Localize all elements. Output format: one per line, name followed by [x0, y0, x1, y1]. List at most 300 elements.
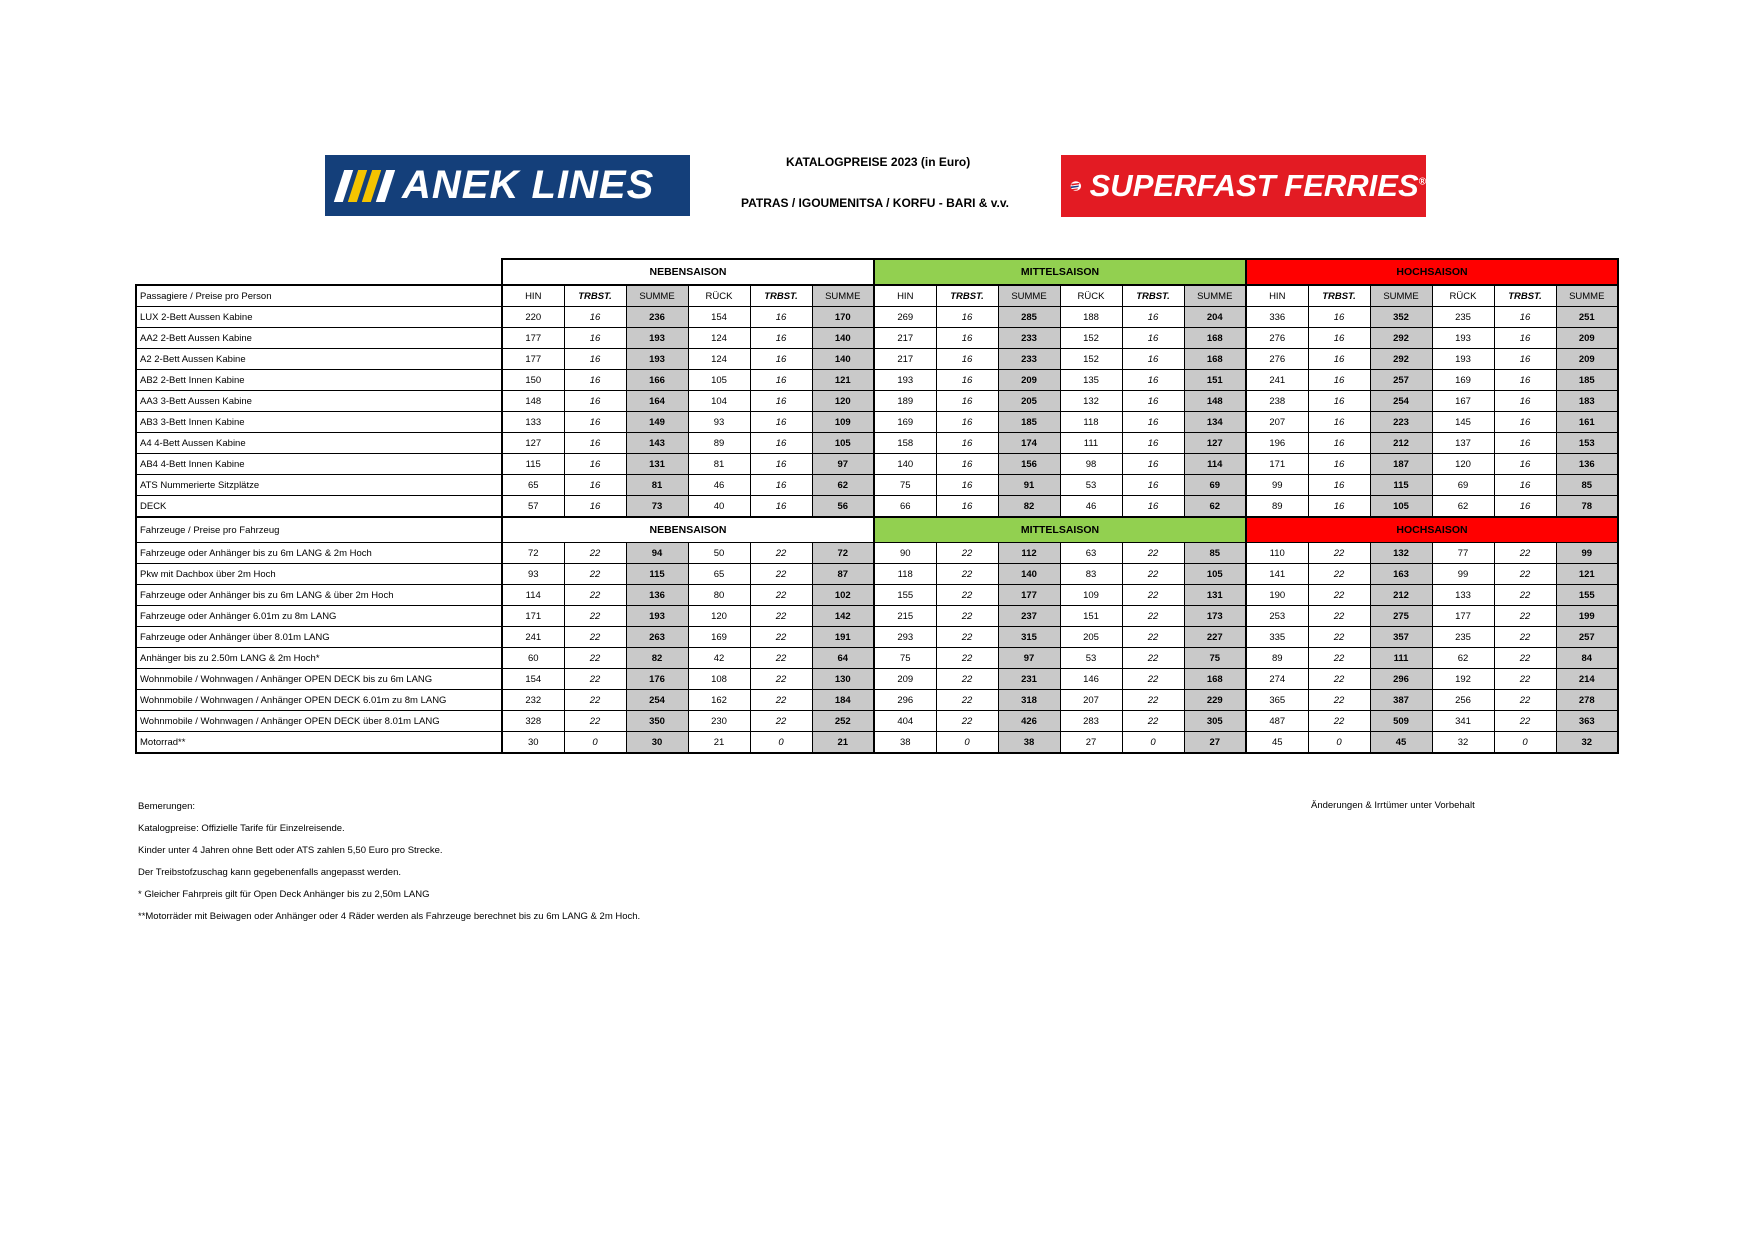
price-cell: 269: [874, 307, 936, 328]
price-cell: 30: [502, 732, 564, 754]
table-row: [136, 606, 1618, 627]
price-cell: 118: [874, 564, 936, 585]
table-row: [136, 454, 1618, 475]
price-cell: 22: [936, 543, 998, 564]
price-cell: 16: [936, 307, 998, 328]
price-cell: 78: [1556, 496, 1618, 518]
price-cell: 22: [750, 543, 812, 564]
price-cell: 148: [1184, 391, 1246, 412]
price-cell: 105: [1370, 496, 1432, 518]
price-cell: 168: [1184, 349, 1246, 370]
price-cell: 177: [1432, 606, 1494, 627]
price-cell: 235: [1432, 307, 1494, 328]
row-label: LUX 2-Bett Aussen Kabine: [136, 307, 502, 328]
price-cell: 16: [750, 391, 812, 412]
price-cell: 193: [1432, 349, 1494, 370]
price-cell: 169: [874, 412, 936, 433]
price-cell: 22: [1122, 690, 1184, 711]
price-cell: 104: [688, 391, 750, 412]
price-cell: 22: [564, 606, 626, 627]
price-cell: 276: [1246, 328, 1308, 349]
anek-lines-wordmark: ANEK LINES: [402, 163, 655, 207]
price-cell: 22: [564, 543, 626, 564]
price-cell: 16: [1122, 391, 1184, 412]
price-cell: 16: [1308, 412, 1370, 433]
price-cell: 69: [1184, 475, 1246, 496]
price-cell: 16: [564, 496, 626, 518]
price-cell: 292: [1370, 349, 1432, 370]
price-cell: 235: [1432, 627, 1494, 648]
price-cell: 16: [1122, 454, 1184, 475]
price-cell: 22: [936, 669, 998, 690]
price-cell: 45: [1246, 732, 1308, 754]
price-cell: 16: [1308, 475, 1370, 496]
price-cell: 275: [1370, 606, 1432, 627]
price-cell: 177: [998, 585, 1060, 606]
price-cell: 16: [1308, 496, 1370, 518]
table-row: [136, 648, 1618, 669]
price-cell: 22: [936, 648, 998, 669]
price-cell: 66: [874, 496, 936, 518]
price-cell: 16: [1494, 433, 1556, 454]
price-cell: 108: [688, 669, 750, 690]
price-cell: 90: [874, 543, 936, 564]
price-cell: 130: [812, 669, 874, 690]
price-cell: 16: [750, 433, 812, 454]
row-label: A4 4-Bett Aussen Kabine: [136, 433, 502, 454]
price-cell: 148: [502, 391, 564, 412]
price-cell: 293: [874, 627, 936, 648]
price-cell: 22: [564, 564, 626, 585]
price-cell: 22: [1122, 669, 1184, 690]
price-cell: 209: [1556, 349, 1618, 370]
price-cell: 0: [1308, 732, 1370, 754]
price-cell: 177: [502, 349, 564, 370]
price-cell: 231: [998, 669, 1060, 690]
season-header-hochsaison: HOCHSAISON: [1246, 259, 1618, 285]
price-cell: 193: [1432, 328, 1494, 349]
price-cell: 167: [1432, 391, 1494, 412]
note-line: * Gleicher Fahrpreis gilt für Open Deck Anhänger bis zu 2,50m LANG: [138, 889, 430, 900]
price-cell: 99: [1432, 564, 1494, 585]
season-header-nebensaison: NEBENSAISON: [502, 259, 874, 285]
row-label: AA3 3-Bett Aussen Kabine: [136, 391, 502, 412]
price-cell: 137: [1432, 433, 1494, 454]
row-label: Wohnmobile / Wohnwagen / Anhänger OPEN DECK bis zu 6m LANG: [136, 669, 502, 690]
price-cell: 110: [1246, 543, 1308, 564]
table-row: [136, 669, 1618, 690]
note-heading: Bemerungen:: [138, 801, 196, 812]
price-cell: 75: [874, 475, 936, 496]
table-row: [136, 627, 1618, 648]
price-cell: 134: [1184, 412, 1246, 433]
price-cell: 171: [502, 606, 564, 627]
column-header: RÜCK: [1432, 285, 1494, 307]
price-cell: 16: [564, 475, 626, 496]
price-cell: 189: [874, 391, 936, 412]
price-cell: 173: [1184, 606, 1246, 627]
note-line: Katalogpreise: Offizielle Tarife für Einzelreisende.: [138, 823, 345, 834]
price-cell: 154: [688, 307, 750, 328]
price-cell: 22: [1494, 564, 1556, 585]
price-cell: 118: [1060, 412, 1122, 433]
price-cell: 65: [688, 564, 750, 585]
price-cell: 209: [874, 669, 936, 690]
table-row: [136, 585, 1618, 606]
price-cell: 22: [564, 627, 626, 648]
price-cell: 22: [1308, 564, 1370, 585]
price-cell: 105: [688, 370, 750, 391]
column-header: SUMME: [1184, 285, 1246, 307]
row-label: AB4 4-Bett Innen Kabine: [136, 454, 502, 475]
price-cell: 16: [1308, 454, 1370, 475]
price-cell: 22: [1122, 711, 1184, 732]
price-cell: 82: [998, 496, 1060, 518]
price-cell: 22: [750, 648, 812, 669]
price-cell: 241: [1246, 370, 1308, 391]
price-cell: 227: [1184, 627, 1246, 648]
price-cell: 285: [998, 307, 1060, 328]
price-cell: 16: [1122, 475, 1184, 496]
price-cell: 121: [812, 370, 874, 391]
notes: [138, 800, 640, 932]
price-cell: 22: [750, 585, 812, 606]
price-cell: 22: [936, 564, 998, 585]
price-cell: 151: [1184, 370, 1246, 391]
price-cell: 363: [1556, 711, 1618, 732]
price-cell: 16: [936, 391, 998, 412]
price-cell: 120: [1432, 454, 1494, 475]
price-cell: 174: [998, 433, 1060, 454]
price-cell: 296: [874, 690, 936, 711]
price-cell: 176: [626, 669, 688, 690]
price-cell: 22: [564, 669, 626, 690]
price-cell: 115: [626, 564, 688, 585]
price-cell: 252: [812, 711, 874, 732]
price-cell: 87: [812, 564, 874, 585]
price-cell: 136: [1556, 454, 1618, 475]
price-cell: 22: [1308, 711, 1370, 732]
price-cell: 16: [1308, 433, 1370, 454]
price-cell: 16: [1494, 475, 1556, 496]
price-cell: 352: [1370, 307, 1432, 328]
row-label: Fahrzeuge oder Anhänger bis zu 6m LANG & 2m Hoch: [136, 543, 502, 564]
price-cell: 171: [1246, 454, 1308, 475]
column-header: SUMME: [812, 285, 874, 307]
price-cell: 16: [1122, 433, 1184, 454]
price-cell: 146: [1060, 669, 1122, 690]
price-cell: 212: [1370, 585, 1432, 606]
price-cell: 22: [1122, 564, 1184, 585]
price-cell: 80: [688, 585, 750, 606]
price-cell: 93: [688, 412, 750, 433]
column-header: TRBST.: [1494, 285, 1556, 307]
price-cell: 64: [812, 648, 874, 669]
blank-cell: [136, 259, 502, 285]
price-cell: 169: [688, 627, 750, 648]
price-cell: 62: [1432, 496, 1494, 518]
price-cell: 16: [564, 349, 626, 370]
price-cell: 22: [750, 606, 812, 627]
price-cell: 38: [998, 732, 1060, 754]
price-cell: 40: [688, 496, 750, 518]
price-cell: 336: [1246, 307, 1308, 328]
price-cell: 16: [1308, 370, 1370, 391]
price-cell: 98: [1060, 454, 1122, 475]
price-cell: 278: [1556, 690, 1618, 711]
price-cell: 109: [1060, 585, 1122, 606]
price-cell: 220: [502, 307, 564, 328]
table-row: [136, 433, 1618, 454]
price-cell: 45: [1370, 732, 1432, 754]
price-cell: 105: [1184, 564, 1246, 585]
price-cell: 205: [998, 391, 1060, 412]
column-header: SUMME: [998, 285, 1060, 307]
price-cell: 22: [936, 690, 998, 711]
season-header-mittelsaison: MITTELSAISON: [874, 259, 1246, 285]
price-cell: 22: [1494, 543, 1556, 564]
table-row: [136, 711, 1618, 732]
table-row: [136, 370, 1618, 391]
table-row: [136, 349, 1618, 370]
price-cell: 120: [688, 606, 750, 627]
price-cell: 158: [874, 433, 936, 454]
price-cell: 22: [1308, 543, 1370, 564]
price-cell: 0: [936, 732, 998, 754]
column-header: HIN: [1246, 285, 1308, 307]
price-cell: 155: [874, 585, 936, 606]
price-cell: 56: [812, 496, 874, 518]
price-cell: 16: [1122, 496, 1184, 518]
price-cell: 183: [1556, 391, 1618, 412]
price-cell: 22: [750, 627, 812, 648]
table-row: [136, 475, 1618, 496]
price-cell: 27: [1060, 732, 1122, 754]
price-cell: 53: [1060, 648, 1122, 669]
price-cell: 46: [688, 475, 750, 496]
season-header-mittelsaison: MITTELSAISON: [874, 517, 1246, 543]
price-cell: 140: [812, 328, 874, 349]
column-header: TRBST.: [1308, 285, 1370, 307]
row-label: DECK: [136, 496, 502, 518]
price-cell: 233: [998, 349, 1060, 370]
price-cell: 217: [874, 328, 936, 349]
price-cell: 169: [1432, 370, 1494, 391]
price-cell: 315: [998, 627, 1060, 648]
price-cell: 99: [1246, 475, 1308, 496]
price-cell: 22: [1122, 585, 1184, 606]
price-cell: 72: [812, 543, 874, 564]
price-cell: 149: [626, 412, 688, 433]
price-cell: 97: [812, 454, 874, 475]
price-cell: 161: [1556, 412, 1618, 433]
price-cell: 109: [812, 412, 874, 433]
row-label: Fahrzeuge oder Anhänger über 8.01m LANG: [136, 627, 502, 648]
price-cell: 335: [1246, 627, 1308, 648]
price-cell: 22: [936, 711, 998, 732]
price-cell: 27: [1184, 732, 1246, 754]
price-cell: 16: [564, 328, 626, 349]
price-cell: 223: [1370, 412, 1432, 433]
column-header: TRBST.: [936, 285, 998, 307]
price-cell: 22: [1308, 648, 1370, 669]
price-cell: 257: [1556, 627, 1618, 648]
price-cell: 274: [1246, 669, 1308, 690]
price-cell: 136: [626, 585, 688, 606]
price-cell: 188: [1060, 307, 1122, 328]
price-cell: 60: [502, 648, 564, 669]
price-cell: 16: [750, 496, 812, 518]
price-cell: 22: [1308, 690, 1370, 711]
price-cell: 75: [1184, 648, 1246, 669]
note-line: Kinder unter 4 Jahren ohne Bett oder ATS zahlen 5,50 Euro pro Strecke.: [138, 845, 443, 856]
price-cell: 177: [502, 328, 564, 349]
price-cell: 16: [1122, 370, 1184, 391]
anek-stripes-icon: [339, 170, 390, 202]
price-cell: 166: [626, 370, 688, 391]
price-cell: 154: [502, 669, 564, 690]
price-cell: 341: [1432, 711, 1494, 732]
price-cell: 140: [998, 564, 1060, 585]
price-cell: 191: [812, 627, 874, 648]
price-cell: 22: [1122, 606, 1184, 627]
price-cell: 132: [1060, 391, 1122, 412]
price-cell: 365: [1246, 690, 1308, 711]
column-header: HIN: [874, 285, 936, 307]
price-cell: 263: [626, 627, 688, 648]
price-cell: 42: [688, 648, 750, 669]
price-cell: 142: [812, 606, 874, 627]
price-cell: 145: [1432, 412, 1494, 433]
price-cell: 196: [1246, 433, 1308, 454]
column-header: SUMME: [1556, 285, 1618, 307]
price-cell: 22: [750, 669, 812, 690]
price-cell: 65: [502, 475, 564, 496]
price-cell: 155: [1556, 585, 1618, 606]
season-row: [136, 517, 1618, 543]
price-cell: 156: [998, 454, 1060, 475]
price-cell: 0: [750, 732, 812, 754]
price-cell: 77: [1432, 543, 1494, 564]
price-cell: 168: [1184, 669, 1246, 690]
table-row: [136, 391, 1618, 412]
price-cell: 254: [1370, 391, 1432, 412]
price-cell: 16: [564, 307, 626, 328]
price-cell: 115: [1370, 475, 1432, 496]
price-cell: 237: [998, 606, 1060, 627]
price-cell: 229: [1184, 690, 1246, 711]
price-cell: 105: [812, 433, 874, 454]
price-cell: 21: [688, 732, 750, 754]
table-row: [136, 412, 1618, 433]
price-cell: 212: [1370, 433, 1432, 454]
price-cell: 62: [1432, 648, 1494, 669]
price-cell: 16: [1494, 391, 1556, 412]
season-row: [136, 259, 1618, 285]
price-cell: 57: [502, 496, 564, 518]
note-line: Der Treibstofzuschag kann gegebenenfalls angepasst werden.: [138, 867, 402, 878]
price-cell: 22: [1122, 627, 1184, 648]
price-cell: 16: [1122, 412, 1184, 433]
price-cell: 111: [1060, 433, 1122, 454]
row-label: AA2 2-Bett Aussen Kabine: [136, 328, 502, 349]
price-cell: 75: [874, 648, 936, 669]
price-cell: 22: [1308, 606, 1370, 627]
price-cell: 350: [626, 711, 688, 732]
price-cell: 168: [1184, 328, 1246, 349]
superfast-wordmark: SUPERFAST FERRIES®: [1089, 168, 1426, 203]
price-cell: 127: [502, 433, 564, 454]
price-cell: 22: [1494, 711, 1556, 732]
price-cell: 151: [1060, 606, 1122, 627]
price-cell: 93: [502, 564, 564, 585]
row-label: A2 2-Bett Aussen Kabine: [136, 349, 502, 370]
price-cell: 22: [1494, 648, 1556, 669]
price-cell: 112: [998, 543, 1060, 564]
price-cell: 0: [564, 732, 626, 754]
section-heading-vehicles: Fahrzeuge / Preise pro Fahrzeug: [136, 517, 502, 543]
price-cell: 16: [936, 496, 998, 518]
price-cell: 16: [1308, 391, 1370, 412]
price-cell: 16: [1308, 328, 1370, 349]
price-cell: 32: [1556, 732, 1618, 754]
price-cell: 141: [1246, 564, 1308, 585]
price-cell: 296: [1370, 669, 1432, 690]
column-header: RÜCK: [1060, 285, 1122, 307]
price-cell: 22: [1308, 669, 1370, 690]
row-label: Pkw mit Dachbox über 2m Hoch: [136, 564, 502, 585]
price-cell: 328: [502, 711, 564, 732]
price-cell: 16: [1494, 454, 1556, 475]
table-row: [136, 496, 1618, 518]
row-label: Fahrzeuge oder Anhänger 6.01m zu 8m LANG: [136, 606, 502, 627]
price-cell: 115: [502, 454, 564, 475]
price-cell: 127: [1184, 433, 1246, 454]
price-cell: 16: [936, 370, 998, 391]
price-cell: 257: [1370, 370, 1432, 391]
price-cell: 16: [1494, 349, 1556, 370]
price-cell: 16: [750, 475, 812, 496]
price-cell: 254: [626, 690, 688, 711]
price-cell: 404: [874, 711, 936, 732]
price-cell: 85: [1184, 543, 1246, 564]
price-cell: 21: [812, 732, 874, 754]
price-cell: 305: [1184, 711, 1246, 732]
price-cell: 102: [812, 585, 874, 606]
anek-lines-logo: [325, 155, 690, 216]
price-cell: 16: [750, 349, 812, 370]
price-cell: 193: [626, 328, 688, 349]
price-cell: 83: [1060, 564, 1122, 585]
price-cell: 22: [750, 690, 812, 711]
price-cell: 53: [1060, 475, 1122, 496]
price-cell: 22: [564, 690, 626, 711]
price-cell: 114: [1184, 454, 1246, 475]
price-cell: 256: [1432, 690, 1494, 711]
table-row: [136, 328, 1618, 349]
row-label: Fahrzeuge oder Anhänger bis zu 6m LANG & über 2m Hoch: [136, 585, 502, 606]
price-cell: 89: [1246, 496, 1308, 518]
price-cell: 16: [564, 370, 626, 391]
price-cell: 22: [564, 585, 626, 606]
price-cell: 82: [626, 648, 688, 669]
price-cell: 193: [874, 370, 936, 391]
price-cell: 170: [812, 307, 874, 328]
price-cell: 276: [1246, 349, 1308, 370]
table-row: [136, 732, 1618, 754]
price-cell: 16: [750, 328, 812, 349]
price-cell: 22: [564, 711, 626, 732]
